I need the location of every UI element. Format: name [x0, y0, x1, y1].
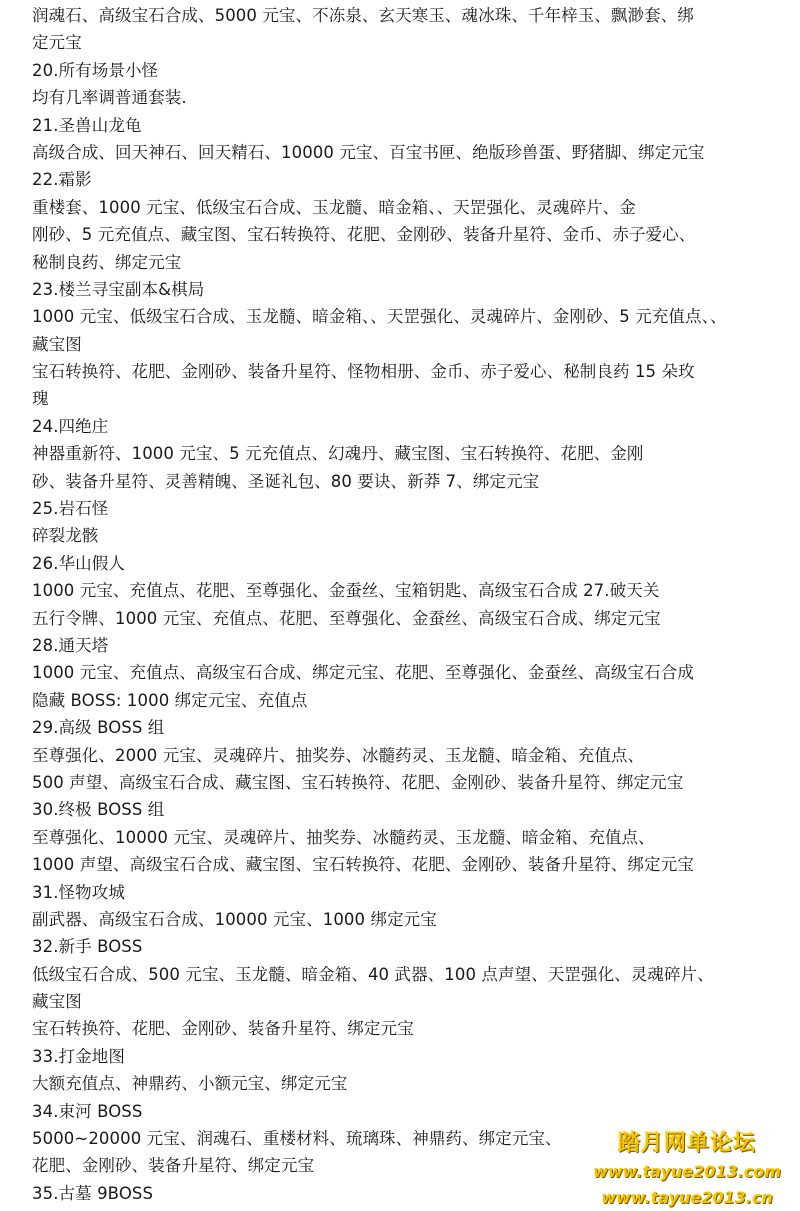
text-line: 藏宝图: [32, 334, 82, 354]
text-line: 5000~20000 元宝、润魂石、重楼材料、琉璃珠、神鼎药、绑定元宝、: [32, 1129, 562, 1149]
section-heading: 28.通天塔: [32, 635, 109, 655]
text-line: 定元宝: [32, 33, 82, 53]
text-line: 至尊强化、10000 元宝、灵魂碎片、抽奖券、冰髓药灵、玉龙髓、暗金箱、充值点、: [32, 827, 655, 847]
text-line: 副武器、高级宝石合成、10000 元宝、1000 绑定元宝: [32, 909, 437, 929]
text-line: 神器重新符、1000 元宝、5 元充值点、幻魂丹、藏宝图、宝石转换符、花肥、金刚: [32, 444, 644, 464]
text-line: 重楼套、1000 元宝、低级宝石合成、玉龙髓、暗金箱、、天罡强化、灵魂碎片、金: [32, 197, 636, 217]
text-line: 秘制良药、绑定元宝: [32, 252, 182, 272]
text-line: 五行令牌、1000 元宝、充值点、花肥、至尊强化、金蚕丝、高级宝石合成、绑定元宝: [32, 608, 661, 628]
section-heading: 22.霜影: [32, 170, 92, 190]
text-line: 500 声望、高级宝石合成、藏宝图、宝石转换符、花肥、金刚砂、装备升星符、绑定元宝: [32, 772, 684, 792]
text-line: 至尊强化、2000 元宝、灵魂碎片、抽奖券、冰髓药灵、玉龙髓、暗金箱、充值点、: [32, 745, 645, 765]
watermark-url-cn: www.tayue2013.cn: [601, 1188, 773, 1207]
document-body: [32, 2, 792, 1207]
section-heading: 30.终极 BOSS 组: [32, 800, 165, 820]
text-line: 1000 声望、高级宝石合成、藏宝图、宝石转换符、花肥、金刚砂、装备升星符、绑定元宝: [32, 855, 694, 875]
text-line: 1000 元宝、低级宝石合成、玉龙髓、暗金箱、、天罡强化、灵魂碎片、金刚砂、5 元充值点、、: [32, 307, 727, 327]
text-line: 花肥、金刚砂、装备升星符、绑定元宝: [32, 1156, 315, 1176]
watermark-url-com: www.tayue2013.com: [593, 1162, 781, 1181]
section-heading: 35.古墓 9BOSS: [32, 1183, 154, 1203]
section-heading: 24.四绝庄: [32, 416, 109, 436]
text-line: 宝石转换符、花肥、金刚砂、装备升星符、绑定元宝: [32, 1019, 414, 1039]
text-line: 1000 元宝、充值点、高级宝石合成、绑定元宝、花肥、至尊强化、金蚕丝、高级宝石合成: [32, 663, 694, 683]
section-heading: 23.楼兰寻宝副本&棋局: [32, 279, 205, 299]
text-line: 润魂石、高级宝石合成、5000 元宝、不冻泉、玄天寒玉、魂冰珠、千年梓玉、飘渺套、绑: [32, 6, 694, 25]
text-line: 均有几率调普通套装.: [32, 88, 187, 108]
text-line: 砂、装备升星符、灵善精魄、圣诞礼包、80 要诀、新莽 7、绑定元宝: [32, 471, 540, 491]
text-line: 碎裂龙骸: [32, 526, 99, 546]
text-line: 瑰: [32, 389, 49, 409]
section-heading: 33.打金地图: [32, 1046, 125, 1066]
text-line: 藏宝图: [32, 992, 82, 1012]
watermark-title: 踏月网单论坛: [617, 1131, 756, 1156]
section-heading: 29.高级 BOSS 组: [32, 718, 165, 738]
section-heading: 21.圣兽山龙龟: [32, 115, 142, 135]
text-line: 刚砂、5 元充值点、藏宝图、宝石转换符、花肥、金刚砂、装备升星符、金币、赤子爱心、: [32, 225, 696, 245]
section-heading: 32.新手 BOSS: [32, 937, 143, 957]
section-heading: 31.怪物攻城: [32, 882, 125, 902]
text-line: 宝石转换符、花肥、金刚砂、装备升星符、怪物相册、金币、赤子爱心、秘制良药 15 朵玫: [32, 362, 695, 382]
text-line: 1000 元宝、充值点、花肥、至尊强化、金蚕丝、宝箱钥匙、高级宝石合成 27.破天关: [32, 581, 660, 601]
text-line: 大额充值点、神鼎药、小额元宝、绑定元宝: [32, 1074, 348, 1094]
section-heading: 20.所有场景小怪: [32, 60, 159, 80]
text-line: 隐藏 BOSS: 1000 绑定元宝、充值点: [32, 690, 308, 710]
section-heading: 34.束河 BOSS: [32, 1101, 143, 1121]
section-heading: 25.岩石怪: [32, 499, 109, 519]
text-line: 低级宝石合成、500 元宝、玉龙髓、暗金箱、40 武器、100 点声望、天罡强化、灵魂碎片、: [32, 964, 714, 984]
section-heading: 26.华山假人: [32, 553, 125, 573]
text-line: 高级合成、回天神石、回天精石、10000 元宝、百宝书匣、绝版珍兽蛋、野猪脚、绑定元宝: [32, 142, 705, 162]
